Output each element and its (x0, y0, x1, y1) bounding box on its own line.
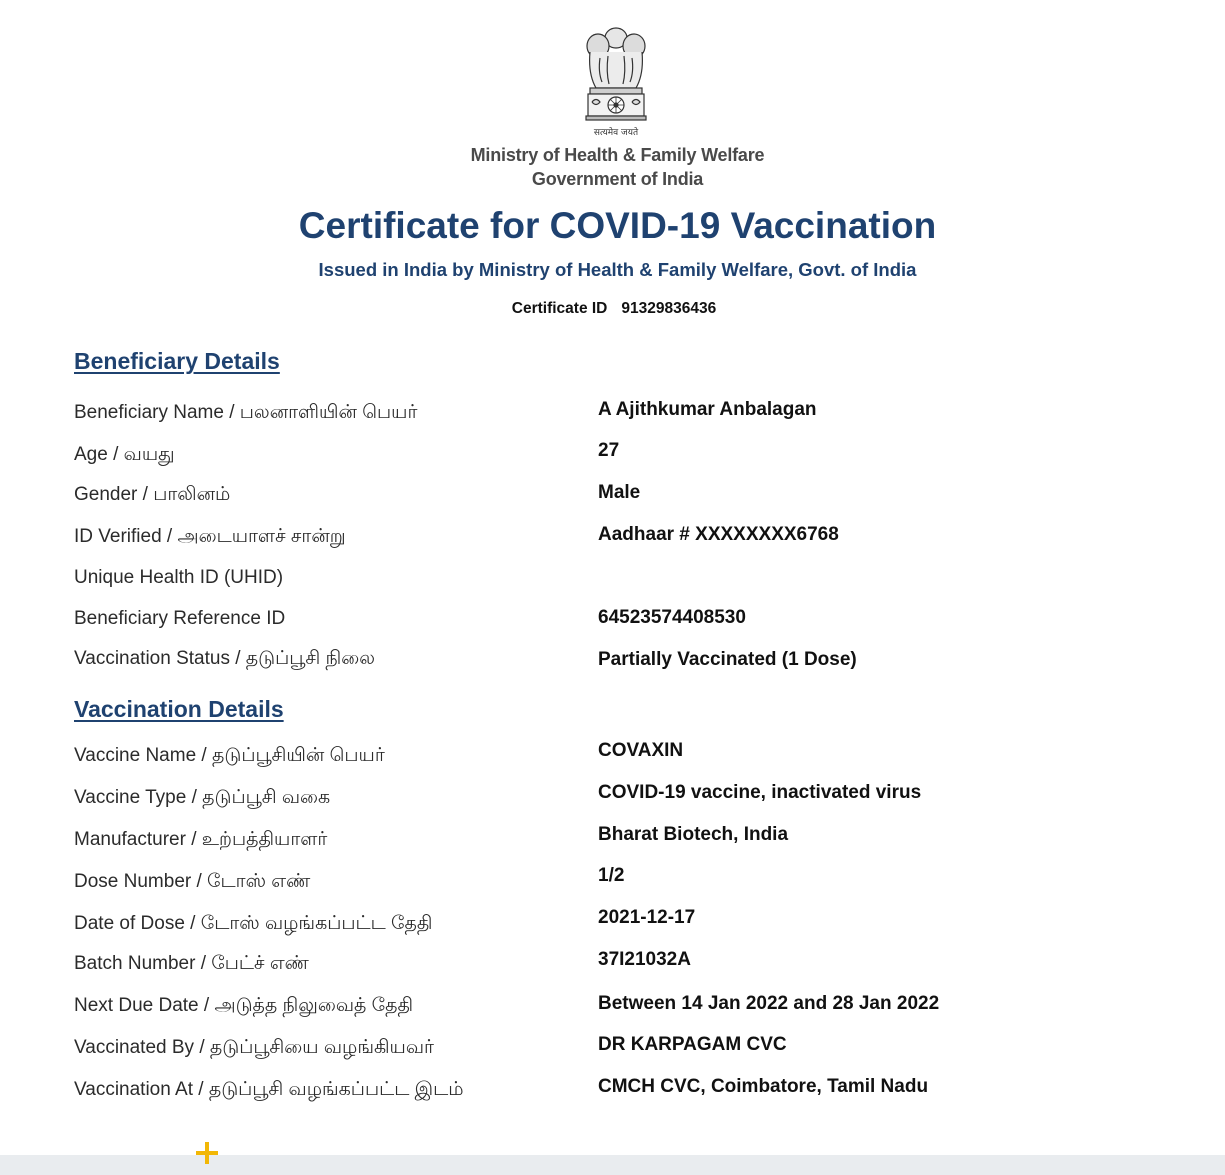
ministry-name: Ministry of Health & Family Welfare (470, 145, 765, 165)
vaccination-status-value: Partially Vaccinated (1 Dose) (598, 649, 857, 670)
gender-label: Gender / பாலினம் (74, 484, 231, 505)
government-name: Government of India (531, 169, 704, 189)
certificate-id-value: 91329836436 (621, 300, 717, 317)
beneficiary-details-heading: Beneficiary Details (74, 348, 280, 374)
beneficiary-name-label: Beneficiary Name / பலனாளியின் பெயர் (74, 402, 418, 423)
vaccine-type-value: COVID-19 vaccine, inactivated virus (598, 782, 922, 803)
batch-number-label: Batch Number / பேட்ச் எண் (74, 953, 309, 974)
vaccination-at-label: Vaccination At / தடுப்பூசி வழங்கப்பட்ட இடம் (74, 1079, 464, 1100)
vaccinated-by-label: Vaccinated By / தடுப்பூசியை வழங்கியவர் (74, 1037, 434, 1058)
certificate-id-label: Certificate ID (511, 300, 608, 317)
vaccination-at-value: CMCH CVC, Coimbatore, Tamil Nadu (598, 1076, 929, 1097)
footer-band (0, 1155, 1225, 1175)
date-of-dose-value: 2021-12-17 (598, 907, 696, 928)
next-due-date-label: Next Due Date / அடுத்த நிலுவைத் தேதி (74, 995, 414, 1016)
emblem-motto: सत्यमेव जयते (593, 128, 639, 138)
gender-value: Male (598, 482, 641, 503)
next-due-date-value: Between 14 Jan 2022 and 28 Jan 2022 (598, 993, 940, 1014)
plus-icon (194, 1140, 220, 1166)
vaccine-name-label: Vaccine Name / தடுப்பூசியின் பெயர் (74, 745, 385, 766)
age-label: Age / வயது (74, 444, 175, 465)
age-value: 27 (598, 440, 620, 461)
beneficiary-name-value: A Ajithkumar Anbalagan (598, 399, 817, 420)
beneficiary-reference-id-label: Beneficiary Reference ID (74, 608, 286, 629)
national-emblem-icon (576, 22, 656, 140)
page-title: Certificate for COVID-19 Vaccination (298, 205, 937, 246)
vaccination-status-label: Vaccination Status / தடுப்பூசி நிலை (74, 648, 375, 669)
id-verified-label: ID Verified / அடையாளச் சான்று (74, 526, 346, 547)
manufacturer-label: Manufacturer / உற்பத்தியாளர் (74, 829, 328, 850)
page-subtitle: Issued in India by Ministry of Health & Family Welfare, Govt. of India (318, 259, 917, 280)
dose-number-value: 1/2 (598, 865, 625, 886)
vaccine-type-label: Vaccine Type / தடுப்பூசி வகை (74, 787, 331, 808)
uhid-label: Unique Health ID (UHID) (74, 567, 284, 588)
batch-number-value: 37I21032A (598, 949, 691, 970)
beneficiary-reference-id-value: 64523574408530 (598, 607, 746, 628)
date-of-dose-label: Date of Dose / டோஸ் வழங்கப்பட்ட தேதி (74, 913, 433, 934)
manufacturer-value: Bharat Biotech, India (598, 824, 789, 845)
vaccinated-by-value: DR KARPAGAM CVC (598, 1034, 787, 1055)
id-verified-value: Aadhaar # XXXXXXXX6768 (598, 524, 839, 545)
vaccination-details-heading: Vaccination Details (74, 696, 284, 722)
vaccine-name-value: COVAXIN (598, 740, 684, 761)
certificate-id (0, 300, 1225, 318)
dose-number-label: Dose Number / டோஸ் எண் (74, 871, 311, 892)
